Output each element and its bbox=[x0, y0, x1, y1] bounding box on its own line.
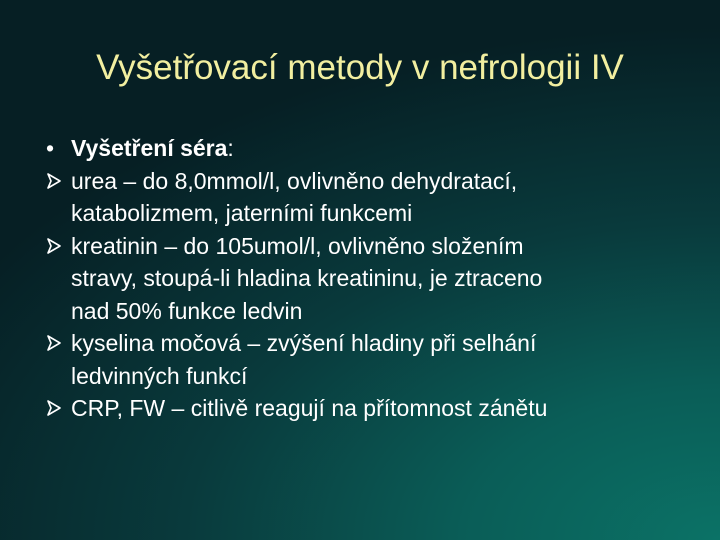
list-item-line: kreatinin – do 105umol/l, ovlivněno složením bbox=[71, 232, 524, 259]
list-item-kyselina bbox=[46, 327, 686, 392]
slide-body bbox=[46, 132, 686, 425]
list-item-urea bbox=[46, 165, 686, 230]
list-item-kreatinin bbox=[46, 230, 686, 328]
list-item-line: kyselina močová – zvýšení hladiny při selhání bbox=[71, 330, 537, 356]
list-item-line: CRP, FW – citlivě reagují na přítomnost zánětu bbox=[71, 395, 548, 421]
list-item-line: stravy, stoupá-li hladina kreatininu, je ztraceno bbox=[71, 265, 543, 291]
bullet-dot: • bbox=[46, 135, 55, 161]
list-item-crp bbox=[46, 392, 686, 425]
list-item-line: katabolizmem, jaterními funkcemi bbox=[71, 200, 413, 226]
heading-colon: : bbox=[227, 135, 234, 161]
heading-text: Vyšetření séra bbox=[71, 135, 228, 161]
list-item-line: nad 50% funkce ledvin bbox=[71, 297, 303, 324]
arrow-bullet-icon bbox=[46, 238, 64, 256]
bullet-heading bbox=[46, 132, 686, 165]
list-item-line: urea – do 8,0mmol/l, ovlivněno dehydratací, bbox=[71, 167, 518, 194]
list-item-line: ledvinných funkcí bbox=[71, 362, 248, 389]
arrow-bullet-icon bbox=[46, 400, 64, 418]
slide-title: Vyšetřovací metody v nefrologii IV bbox=[96, 48, 624, 87]
arrow-bullet-icon bbox=[46, 173, 64, 191]
arrow-bullet-icon bbox=[46, 335, 64, 353]
